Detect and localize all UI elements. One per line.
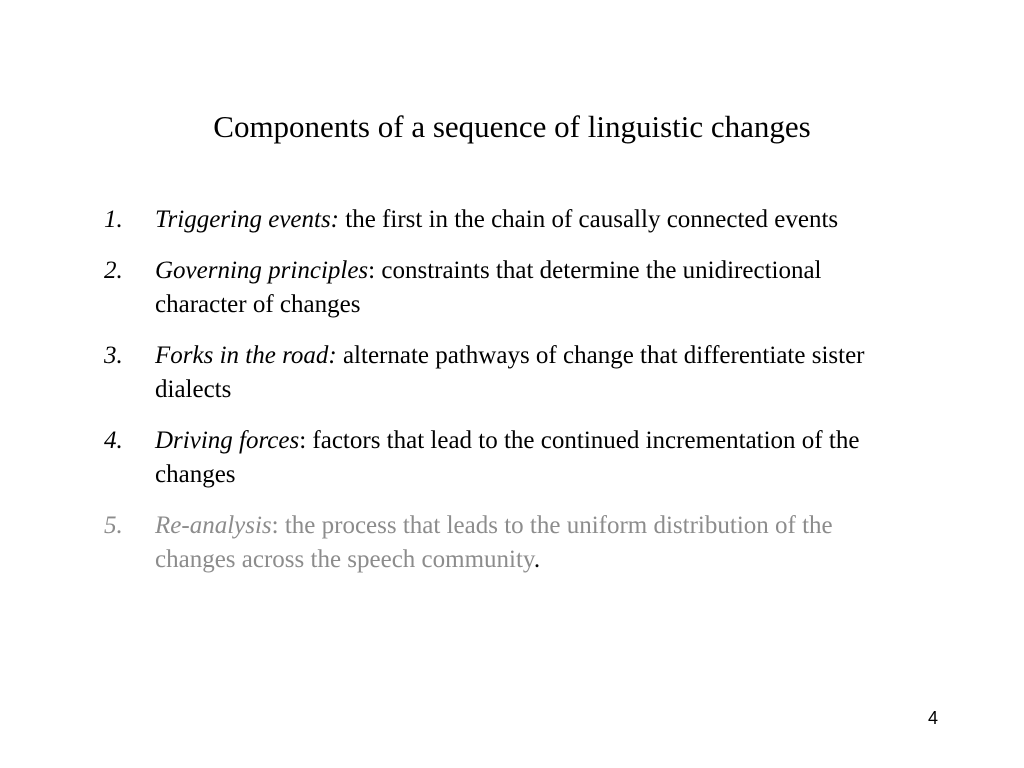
- item-description: : constraints that determine the unidirectional character of changes: [155, 257, 822, 318]
- item-description: alternate pathways of change that differentiate sister dialects: [155, 342, 865, 403]
- components-list: [104, 203, 884, 594]
- item-description: : factors that lead to the continued incrementation of the changes: [155, 427, 860, 488]
- item-description: : the process that leads to the uniform distribution of the changes across the speech community: [155, 512, 833, 573]
- item-number: 4.: [104, 427, 123, 454]
- list-item: [104, 424, 884, 492]
- item-number: 1.: [104, 206, 123, 233]
- list-item: [104, 254, 884, 322]
- list-item: [104, 339, 884, 407]
- slide-title: Components of a sequence of linguistic changes: [213, 109, 811, 144]
- item-trailing-period: .: [533, 546, 541, 573]
- item-term: Triggering events:: [155, 206, 340, 233]
- page-number: 4: [927, 708, 938, 728]
- list-item: [104, 203, 884, 237]
- item-term: Forks in the road:: [155, 342, 337, 369]
- item-term: Re-analysis: [155, 512, 272, 539]
- item-number: 2.: [104, 257, 123, 284]
- item-term: Governing principles: [155, 257, 369, 284]
- list-item-faded: [104, 509, 884, 577]
- item-term: Driving forces: [155, 427, 300, 454]
- item-number: 5.: [104, 512, 123, 539]
- item-description: the first in the chain of causally connected events: [339, 206, 839, 233]
- item-number: 3.: [104, 342, 123, 369]
